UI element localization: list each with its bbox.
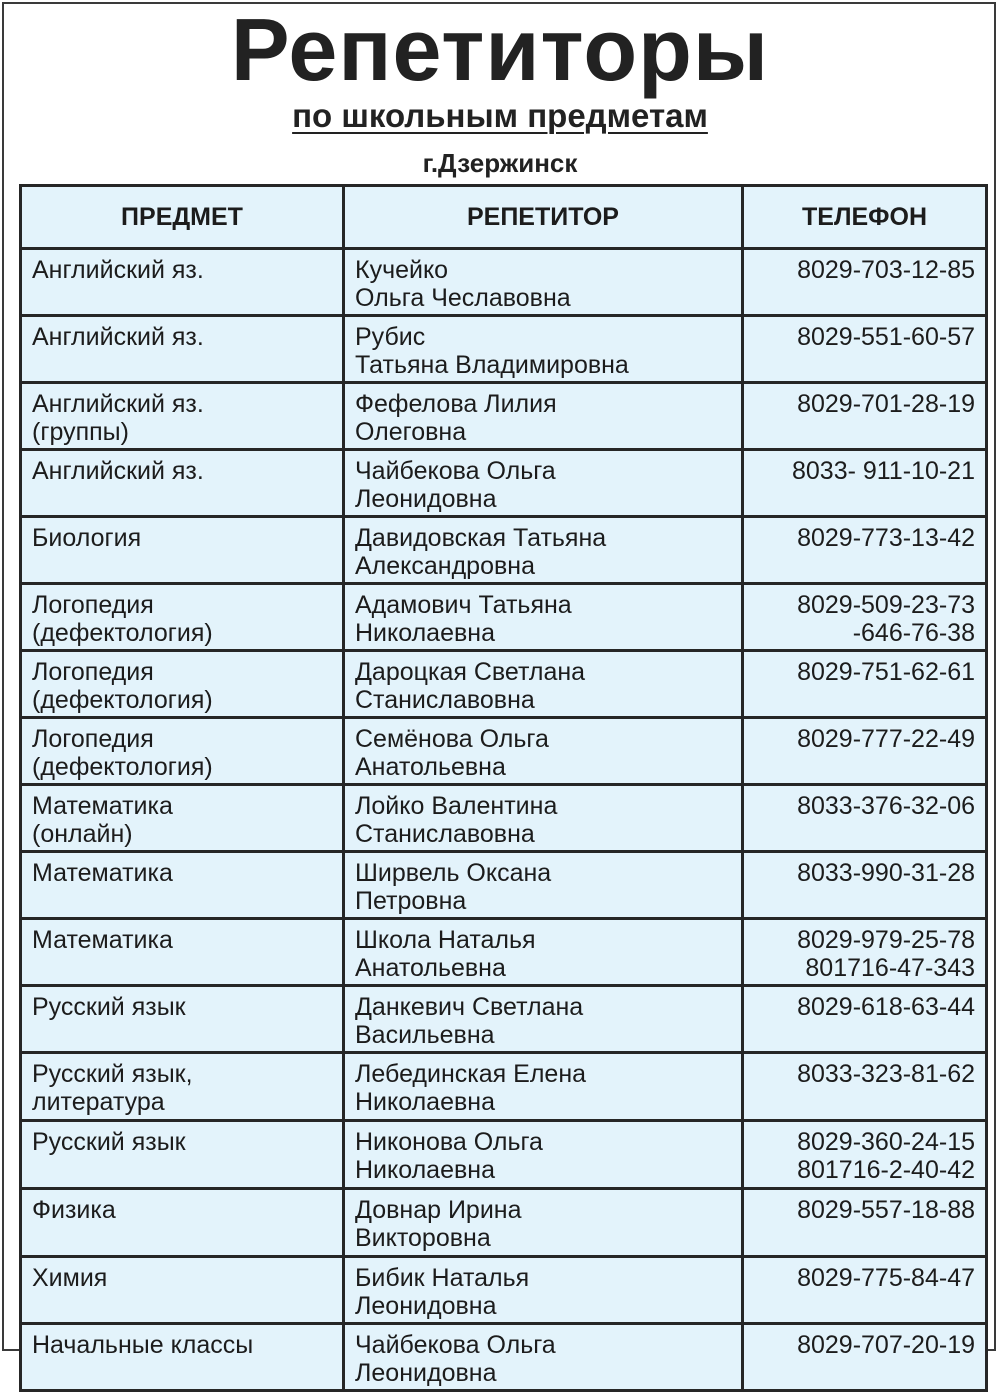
table-row [21,584,987,651]
city-label: г.Дзержинск [422,148,578,178]
phone-cell [743,1324,987,1391]
tutor-cell [344,1121,743,1189]
tutor-cell-line: Олеговна [355,418,467,446]
table-row [21,1121,987,1189]
phone-cell-line: 8029-557-18-88 [797,1196,975,1224]
tutor-cell-line: Леонидовна [355,1359,497,1387]
phone-cell [743,718,987,785]
subject-cell-line: Логопедия [32,591,154,619]
tutor-cell-line: Николаевна [355,1088,495,1116]
phone-cell [743,1053,987,1121]
tutor-cell-line: Лебединская Елена [355,1060,587,1088]
subject-cell-line: Математика [32,859,173,887]
tutor-cell [344,1257,743,1324]
table-row [21,1324,987,1391]
tutor-cell-line: Кучейко [355,256,449,284]
subject-cell-line: Логопедия [32,725,154,753]
phone-cell [743,1121,987,1189]
phone-cell [743,986,987,1053]
tutor-cell-line: Анатольевна [355,753,506,781]
table-row [21,986,987,1053]
subject-cell [21,584,344,651]
phone-cell [743,450,987,517]
subject-cell [21,517,344,584]
tutor-cell [344,919,743,986]
page-subtitle [0,96,1000,136]
table-row [21,718,987,785]
subject-cell-line: (дефектология) [32,619,213,647]
subject-cell-line: Русский язык [32,1128,186,1156]
tutor-cell [344,450,743,517]
tutor-cell-line: Леонидовна [355,485,497,513]
phone-cell-line: 8029-703-12-85 [797,256,975,284]
tutor-cell-line: Дароцкая Светлана [355,658,586,686]
tutor-cell-line: Чайбекова Ольга [355,457,556,485]
subject-cell [21,316,344,383]
tutor-cell-line: Ширвель Оксана [355,859,552,887]
phone-cell [743,584,987,651]
tutor-cell [344,1189,743,1257]
phone-cell-line: 8033- 911-10-21 [791,457,975,485]
phone-cell-line: 8033-990-31-28 [797,859,975,887]
tutor-cell [344,584,743,651]
subject-cell [21,1324,344,1391]
subject-cell [21,1053,344,1121]
table-row [21,919,987,986]
column-header-subject: ПРЕДМЕТ [21,186,344,249]
subject-cell-line: (дефектология) [32,753,213,781]
table-header-row [21,186,987,249]
phone-cell [743,383,987,450]
table-row [21,1053,987,1121]
column-header-tutor: РЕПЕТИТОР [344,186,743,249]
subject-cell-line: Английский яз. [32,323,204,351]
phone-cell-line: 801716-2-40-42 [797,1156,975,1184]
subject-cell-line: (дефектология) [32,686,213,714]
subject-cell [21,919,344,986]
table-row [21,383,987,450]
subject-cell [21,852,344,919]
tutor-cell-line: Фефелова Лилия [355,390,557,418]
tutor-cell [344,383,743,450]
phone-cell-line: 8029-618-63-44 [797,993,975,1021]
phone-cell [743,919,987,986]
subject-cell [21,1189,344,1257]
tutor-cell [344,651,743,718]
tutor-cell-line: Бибик Наталья [355,1264,530,1292]
tutor-cell-line: Станиславовна [355,686,535,714]
subject-cell [21,1121,344,1189]
table-row [21,249,987,316]
phone-cell-line: 801716-47-343 [805,954,975,982]
phone-cell-line: 8029-701-28-19 [797,390,975,418]
phone-cell-line: 8029-360-24-15 [797,1128,975,1156]
column-header-phone: ТЕЛЕФОН [743,186,987,249]
phone-cell [743,517,987,584]
tutor-cell [344,1053,743,1121]
table-body [21,249,987,1391]
subject-cell [21,383,344,450]
tutor-cell [344,785,743,852]
subject-cell-line: Биология [32,524,142,552]
tutor-cell-line: Николаевна [355,619,495,647]
subject-cell-line: Химия [32,1264,108,1292]
tutor-cell [344,718,743,785]
subject-cell-line: Математика [32,926,173,954]
subject-cell [21,249,344,316]
subject-cell-line: Английский яз. [32,256,204,284]
phone-cell [743,785,987,852]
page-subtitle-text: по школьным предметам [292,97,708,134]
subject-cell-line: Логопедия [32,658,154,686]
subject-cell-line: (группы) [32,418,129,446]
subject-cell [21,1257,344,1324]
phone-cell [743,1257,987,1324]
tutor-cell-line: Анатольевна [355,954,506,982]
tutor-cell-line: Данкевич Светлана [355,993,584,1021]
tutor-cell-line: Леонидовна [355,1292,497,1320]
table-row [21,1189,987,1257]
tutor-cell-line: Ольга Чеславовна [355,284,571,312]
phone-cell-line: 8029-773-13-42 [797,524,975,552]
subject-cell [21,450,344,517]
phone-cell-line: 8029-979-25-78 [797,926,975,954]
table-row [21,316,987,383]
tutor-cell-line: Николаевна [355,1156,495,1184]
phone-cell [743,852,987,919]
subject-cell [21,986,344,1053]
phone-cell-line: -646-76-38 [852,619,975,647]
tutor-cell-line: Семёнова Ольга [355,725,549,753]
phone-cell-line: 8033-323-81-62 [797,1060,975,1088]
tutor-cell-line: Довнар Ирина [355,1196,522,1224]
tutor-cell [344,986,743,1053]
table-row [21,517,987,584]
subject-cell-line: литература [32,1088,165,1116]
subject-cell-line: Начальные классы [32,1331,254,1359]
tutor-cell-line: Викторовна [355,1224,491,1252]
subject-cell-line: Английский яз. [32,457,204,485]
tutor-cell-line: Рубис [355,323,426,351]
tutor-cell-line: Школа Наталья [355,926,536,954]
subject-cell-line: Физика [32,1196,116,1224]
phone-cell [743,249,987,316]
subject-cell [21,651,344,718]
table-row [21,785,987,852]
subject-cell [21,785,344,852]
subject-cell-line: (онлайн) [32,820,133,848]
phone-cell-line: 8033-376-32-06 [797,792,975,820]
phone-cell [743,651,987,718]
subject-cell-line: Математика [32,792,173,820]
tutor-cell-line: Лойко Валентина [355,792,558,820]
phone-cell-line: 8029-777-22-49 [797,725,975,753]
table-row [21,852,987,919]
table-row [21,450,987,517]
tutor-cell-line: Давидовская Татьяна [355,524,607,552]
phone-cell-line: 8029-551-60-57 [797,323,975,351]
subject-cell-line: Русский язык, [32,1060,193,1088]
page-title: Репетиторы [230,0,770,99]
table-row [21,651,987,718]
phone-cell-line: 8029-775-84-47 [797,1264,975,1292]
tutor-cell [344,517,743,584]
tutor-cell-line: Никонова Ольга [355,1128,543,1156]
subject-cell [21,718,344,785]
phone-cell-line: 8029-509-23-73 [797,591,975,619]
tutor-cell [344,1324,743,1391]
table-row [21,1257,987,1324]
tutor-cell-line: Станиславовна [355,820,535,848]
tutor-cell-line: Петровна [355,887,467,915]
tutor-cell-line: Чайбекова Ольга [355,1331,556,1359]
tutor-cell-line: Александровна [355,552,535,580]
phone-cell [743,1189,987,1257]
subject-cell-line: Русский язык [32,993,186,1021]
tutor-cell-line: Татьяна Владимировна [355,351,629,379]
tutors-table [19,184,988,1392]
phone-cell-line: 8029-751-62-61 [797,658,975,686]
tutor-cell [344,316,743,383]
phone-cell-line: 8029-707-20-19 [797,1331,975,1359]
phone-cell [743,316,987,383]
tutor-cell-line: Васильевна [355,1021,495,1049]
tutor-cell-line: Адамович Татьяна [355,591,572,619]
tutor-cell [344,249,743,316]
subject-cell-line: Английский яз. [32,390,204,418]
tutor-cell [344,852,743,919]
